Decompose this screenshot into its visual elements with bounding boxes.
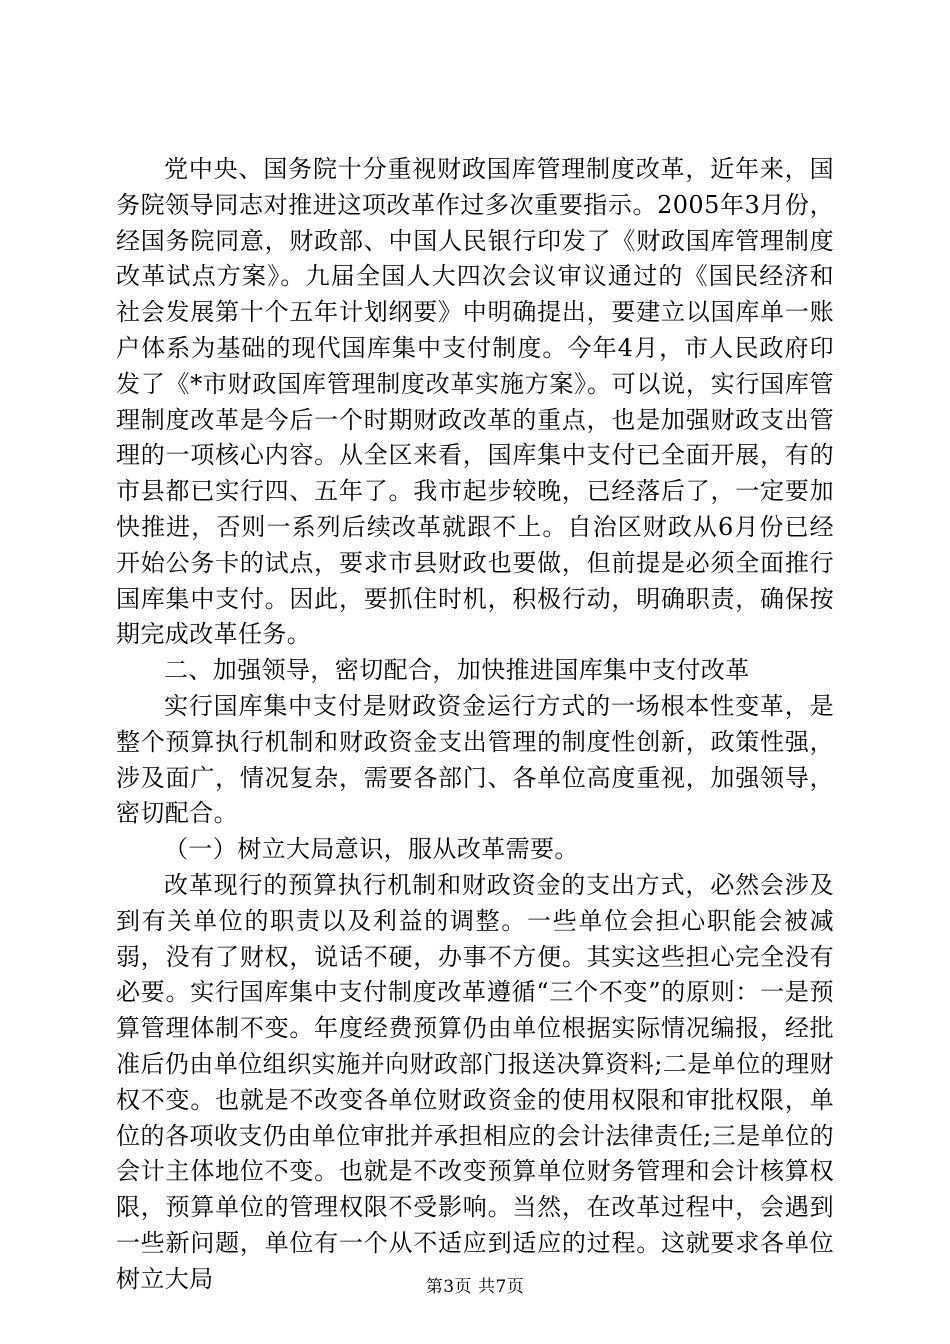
page-number-footer: 第3页 共7页 (425, 1277, 525, 1297)
subsection-heading: （一）树立大局意识，服从改革需要。 (164, 835, 579, 864)
body-paragraph: 改革现行的预算执行机制和财政资金的支出方式，必然会涉及到有关单位的职责以及利益的调整。一些单位会担心职能会被减弱，没有了财权，说话不硬，办事不方便。其实这些担心完全没有必要。实行国库集中支付制度改革遵循“三个不变”的原则：一是预算管理体制不变。年度经费预算仍由单位根据实际情况编报，经批准后仍由单位组织实施并向财政部门报送决算资料;二是单位的理财权不变。也就是不改变各单位财政资金的使用权限和审批权限，单位的各项收支仍由单位审批并承担相应的会计法律责任;三是单位的会计主体地位不变。也就是不改变预算单位财务管理和会计核算权限，预算单位的管理权限不受影响。当然，在改革过程中，会遇到一些新问题，单位有一个从不适应到适应的过程。这就要求各单位树立大局 (116, 870, 834, 1293)
section-heading: 二、加强领导，密切配合，加快推进国库集中支付改革 (164, 656, 750, 685)
body-paragraph: 实行国库集中支付是财政资金运行方式的一场根本性变革，是整个预算执行机制和财政资金支出管理的制度性创新，政策性强，涉及面广，情况复杂，需要各部门、各单位高度重视，加强领导，密切配合。 (116, 691, 834, 828)
document-body (116, 152, 834, 1298)
body-paragraph: 党中央、国务院十分重视财政国库管理制度改革，近年来，国务院领导同志对推进这项改革作过多次重要指示。2005年3月份，经国务院同意，财政部、中国人民银行印发了《财政国库管理制度改革试点方案》。九届全国人大四次会议审议通过的《国民经济和社会发展第十个五年计划纲要》中明确提出，要建立以国库单一账户体系为基础的现代国库集中支付制度。今年4月，市人民政府印发了《*市财政国库管理制度改革实施方案》。可以说，实行国库管理制度改革是今后一个时期财政改革的重点，也是加强财政支出管理的一项核心内容。从全区来看，国库集中支付已全面开展，有的市县都已实行四、五年了。我市起步较晚，已经落后了，一定要加快推进，否则一系列后续改革就跟不上。自治区财政从6月份已经开始公务卡的试点，要求市县财政也要做，但前提是必须全面推行国库集中支付。因此，要抓住时机，积极行动，明确职责，确保按期完成改革任务。 (116, 155, 834, 649)
